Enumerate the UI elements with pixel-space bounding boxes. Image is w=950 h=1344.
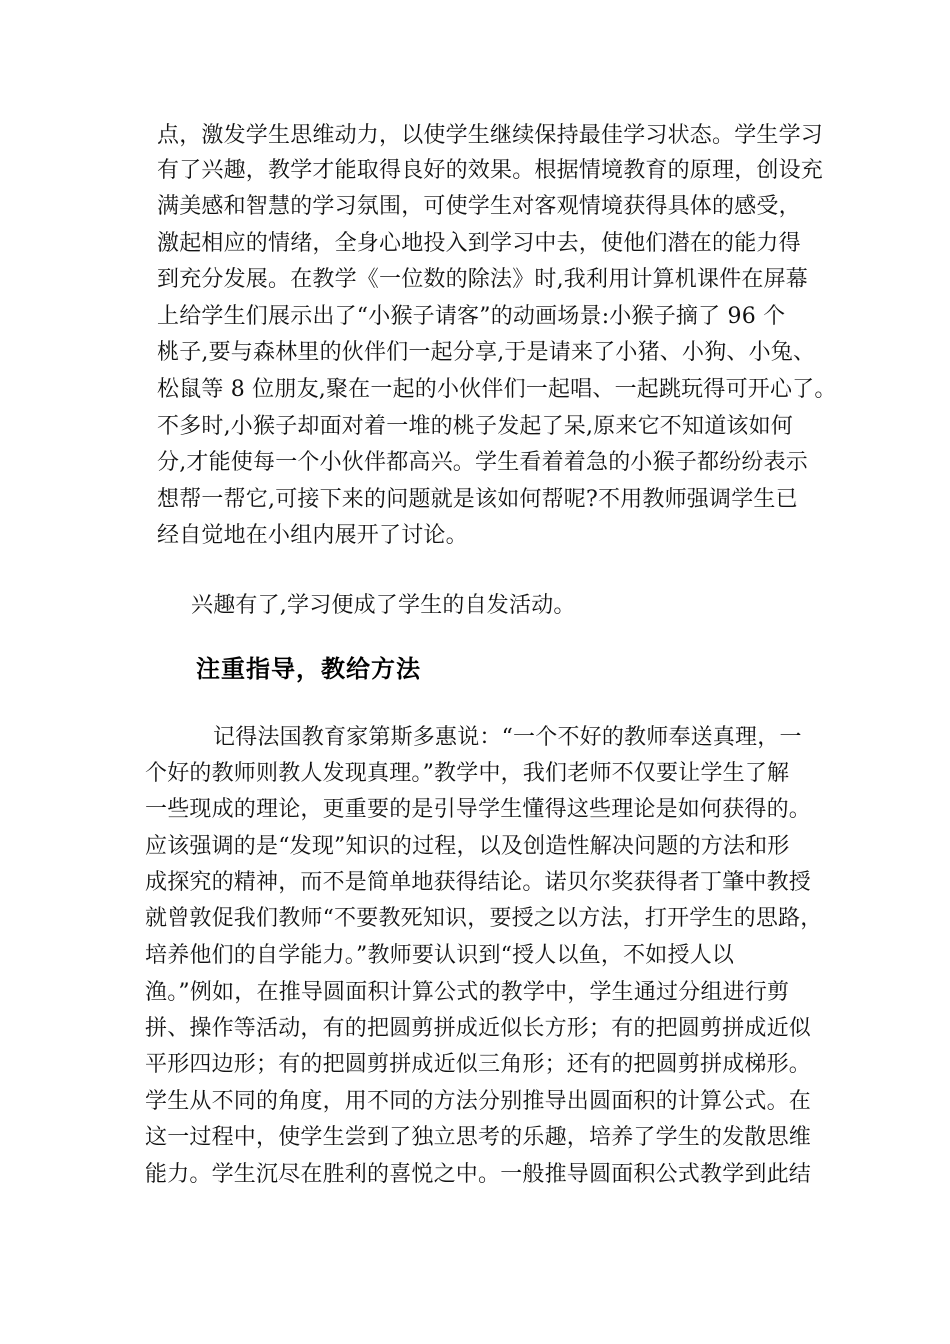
text-line: 培养他们的自学能力。”教师要认识到“授人以鱼，不如授人以 bbox=[145, 943, 735, 968]
text-line: 满美感和智慧的学习氛围，可使学生对客观情境获得具体的感受， bbox=[157, 194, 801, 219]
text-line: 成探究的精神，而不是简单地获得结论。诺贝尔奖获得者丁肇中教授 bbox=[145, 870, 812, 895]
text-line: 松鼠等 8 位朋友,聚在一起的小伙伴们一起唱、一起跳玩得可开心了。 bbox=[157, 377, 837, 402]
text-line: 想帮一帮它,可接下来的问题就是该如何帮呢?不用教师强调学生已 bbox=[157, 487, 798, 512]
text-line: 拼、操作等活动，有的把圆剪拼成近似长方形；有的把圆剪拼成近似 bbox=[145, 1016, 812, 1041]
text-line: 有了兴趣，教学才能取得良好的效果。根据情境教育的原理，创设充 bbox=[157, 158, 824, 183]
section-heading: 注重指导，教给方法 bbox=[196, 655, 421, 683]
text-line: 上给学生们展示出了“小猴子请客”的动画场景:小猴子摘了 96 个 bbox=[157, 304, 786, 329]
text-line: 渔。”例如，在推导圆面积计算公式的教学中，学生通过分组进行剪 bbox=[145, 980, 790, 1005]
text-line: 到充分发展。在教学《一位数的除法》时,我利用计算机课件在屏幕 bbox=[157, 267, 808, 292]
text-line: 桃子,要与森林里的伙伴们一起分享,于是请来了小猪、小狗、小兔、 bbox=[157, 340, 816, 365]
text-line: 这一过程中，使学生尝到了独立思考的乐趣，培养了学生的发散思维 bbox=[145, 1125, 812, 1150]
text-line: 分,才能使每一个小伙伴都高兴。学生看着着急的小猴子都纷纷表示 bbox=[157, 450, 808, 475]
text-line: 能力。学生沉尽在胜利的喜悦之中。一般推导圆面积公式教学到此结 bbox=[145, 1162, 812, 1187]
text-line: 激起相应的情绪，全身心地投入到学习中去，使他们潜在的能力得 bbox=[157, 231, 801, 256]
paragraph-2: 兴趣有了,学习便成了学生的自发活动。 bbox=[191, 593, 576, 618]
text-line: 平形四边形；有的把圆剪拼成近似三角形；还有的把圆剪拼成梯形。 bbox=[145, 1052, 812, 1077]
text-line: 应该强调的是“发现”知识的过程，以及创造性解决问题的方法和形 bbox=[145, 834, 790, 859]
text-line: 学生从不同的角度，用不同的方法分别推导出圆面积的计算公式。在 bbox=[145, 1089, 812, 1114]
text-line: 个好的教师则教人发现真理。”教学中，我们老师不仅要让学生了解 bbox=[145, 761, 790, 786]
text-line: 经自觉地在小组内展开了讨论。 bbox=[157, 523, 468, 548]
text-line: 点，激发学生思维动力，以使学生继续保持最佳学习状态。学生学习 bbox=[157, 123, 824, 148]
text-line: 一些现成的理论，更重要的是引导学生懂得这些理论是如何获得的。 bbox=[145, 797, 812, 822]
text-line: 就曾敦促我们教师“不要教死知识，要授之以方法，打开学生的思路， bbox=[145, 906, 823, 931]
text-line: 记得法国教育家第斯多惠说：“一个不好的教师奉送真理，一 bbox=[213, 725, 802, 750]
text-line: 不多时,小猴子却面对着一堆的桃子发起了呆,原来它不知道该如何 bbox=[157, 414, 793, 439]
